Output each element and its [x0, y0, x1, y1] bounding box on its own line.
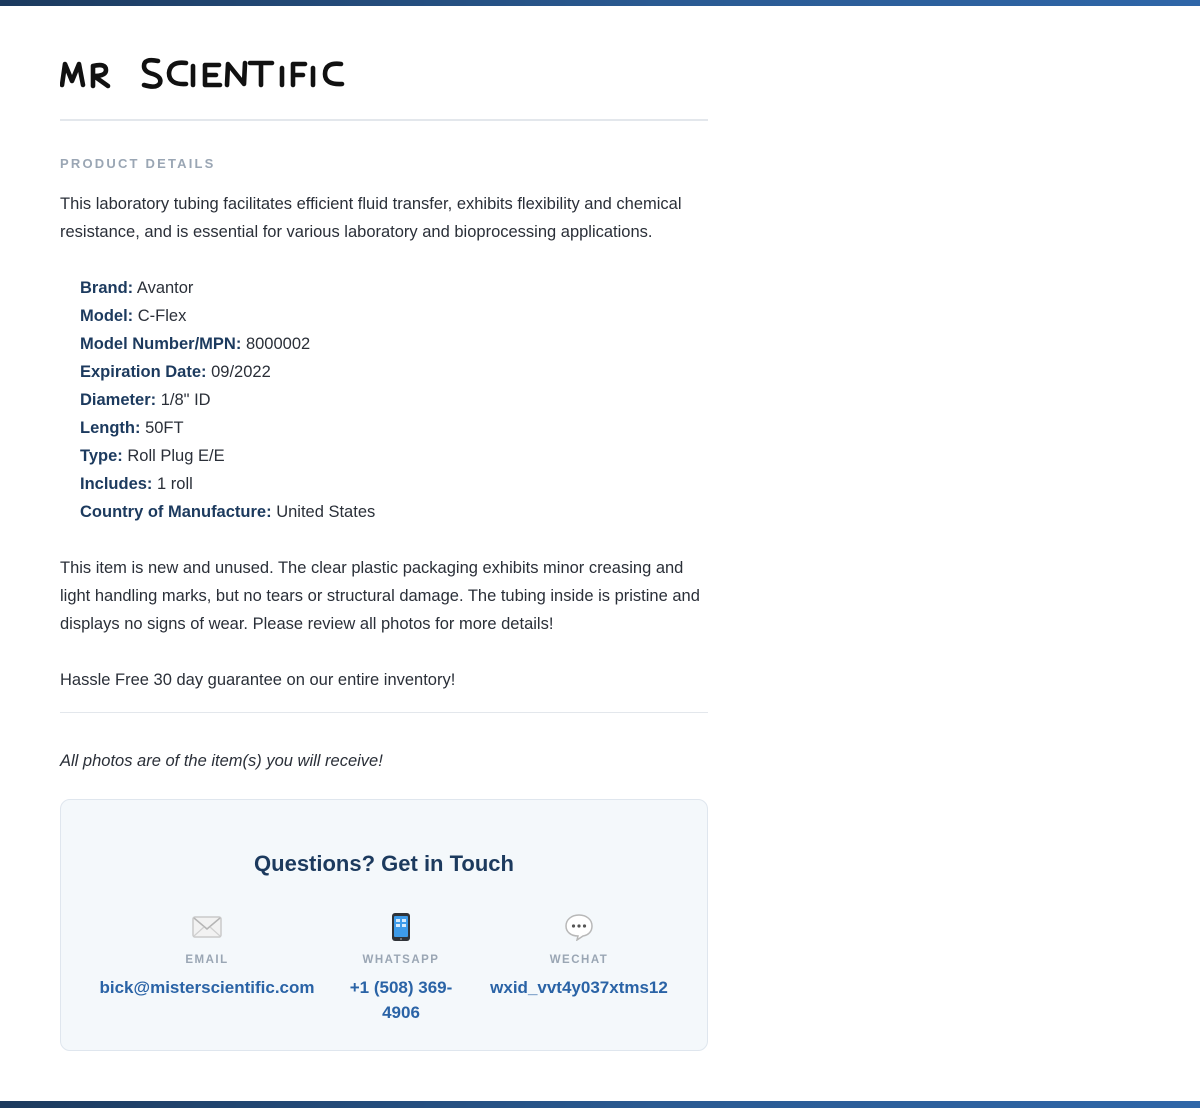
spec-item-includes: [80, 470, 375, 498]
spec-label: Expiration Date:: [80, 363, 207, 381]
header-divider: [60, 119, 708, 121]
contact-wechat: [479, 910, 679, 1000]
speech-bubble-icon: [479, 910, 679, 944]
contact-whatsapp: [344, 910, 458, 1025]
spec-label: Brand:: [80, 279, 134, 297]
spec-value: 8000002: [245, 335, 311, 353]
spec-list: [80, 274, 375, 526]
spec-value: United States: [276, 503, 376, 521]
spec-label: Country of Manufacture:: [80, 503, 272, 521]
spec-value: Roll Plug E/E: [127, 447, 225, 465]
spec-label: Diameter:: [80, 391, 157, 409]
spec-value: 09/2022: [211, 363, 271, 381]
spec-item-diameter: [80, 386, 375, 414]
condition-description: This item is new and unused. The clear plastic packaging exhibits minor creasing and light handling marks, but no tears or structural damage. The tubing inside is pristine and displays no signs of wear. Please review all photos for more details!: [60, 559, 700, 633]
section-divider: [60, 712, 708, 713]
spec-item-length: [80, 414, 375, 442]
wechat-id-link[interactable]: wxid_vvt4y037xtms12: [490, 978, 668, 997]
spec-value: Avantor: [136, 279, 194, 297]
product-details-heading: PRODUCT DETAILS: [60, 156, 216, 171]
spec-label: Model:: [80, 307, 134, 325]
photo-note: All photos are of the item(s) you will receive!: [60, 752, 383, 770]
spec-item-model: [80, 302, 375, 330]
spec-label: Includes:: [80, 475, 153, 493]
mr-scientific-logo: [60, 50, 362, 97]
spec-item-mpn: [80, 330, 375, 358]
contact-title: Questions? Get in Touch: [254, 851, 514, 876]
spec-label: Type:: [80, 447, 123, 465]
whatsapp-link[interactable]: +1 (508) 369-4906: [349, 978, 453, 1022]
bottom-accent-bar: [0, 1101, 1200, 1108]
spec-value: 50FT: [145, 419, 184, 437]
spec-item-expiration: [80, 358, 375, 386]
envelope-icon: [91, 910, 323, 944]
spec-value: 1/8" ID: [160, 391, 211, 409]
mobile-phone-icon: [344, 910, 458, 944]
spec-value: C-Flex: [137, 307, 187, 325]
email-link[interactable]: bick@misterscientific.com: [99, 978, 315, 997]
contact-kind-label: WECHAT: [549, 954, 609, 966]
contact-kind-label: WHATSAPP: [362, 954, 440, 966]
contact-kind-label: EMAIL: [185, 954, 229, 966]
spec-item-brand: [80, 274, 375, 302]
spec-label: Model Number/MPN:: [80, 335, 242, 353]
spec-item-country: [80, 498, 375, 526]
contact-panel: [60, 799, 708, 1051]
spec-item-type: [80, 442, 375, 470]
spec-value: 1 roll: [157, 475, 193, 493]
contact-email: [91, 910, 323, 1000]
spec-label: Length:: [80, 419, 141, 437]
guarantee-text: Hassle Free 30 day guarantee on our entire inventory!: [60, 671, 456, 689]
product-intro: This laboratory tubing facilitates efficient fluid transfer, exhibits flexibility and chemical resistance, and is essential for various laboratory and bioprocessing applications.: [60, 195, 682, 241]
top-accent-bar: [0, 0, 1200, 6]
